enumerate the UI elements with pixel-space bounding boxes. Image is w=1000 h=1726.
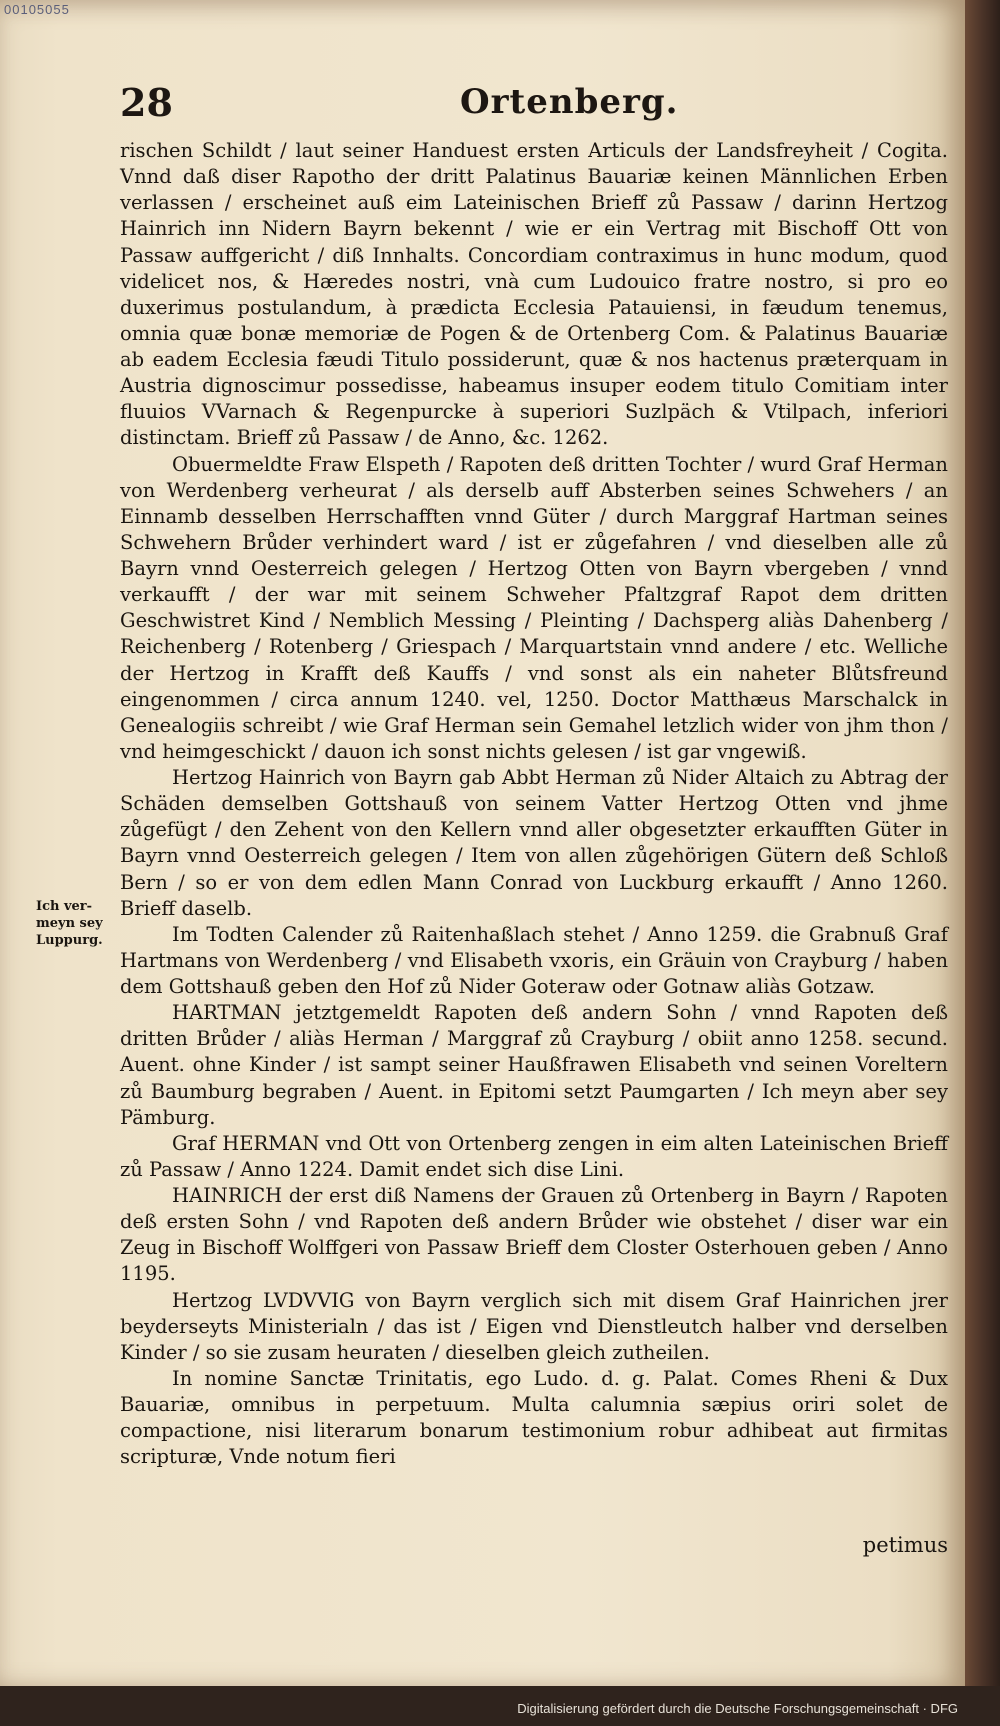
margin-note-line: Ich ver- [36, 899, 93, 914]
margin-note-line: Luppurg. [36, 933, 103, 948]
shelfmark: 00105055 [4, 2, 70, 17]
page-number: 28 [120, 80, 173, 125]
margin-note [36, 898, 118, 949]
book-spine [965, 0, 1000, 1726]
paragraph: Hertzog LVDVVIG von Bayrn verglich sich mit disem Graf Hainrichen jrer beyderseyts Ministerialn / das ist / Eigen vnd Dienstleutch halber vnd derselben Kinder / so sie zusam heuraten / dieselben gleich zutheilen. [120, 1288, 948, 1364]
paragraph: rischen Schildt / laut seiner Handuest ersten Articuls der Landsfreyheit / Cogita. Vnnd daß diser Rapotho der dritt Palatinus Bauariæ keinen Männlichen Erben verlassen / erscheinet auß eim Lateinischen Brieff zů Passaw / darinn Hertzog Hainrich inn Nidern Bayrn bekennt / wie er ein Vertrag mit Bischoff Ott von Passaw auffgericht / diß Innhalts. Concordiam contraximus in hunc modum, quod videlicet nos, & Hæredes nostri, vnà cum Ludouico fratre nostro, si pro eo duxerimus postulandum, à prædicta Ecclesia Patauiensi, in fæudum tenemus, omnia quæ bonæ memoriæ de Pogen & de Ortenberg Com. & Palatinus Bauariæ ab eadem Ecclesia fæudi Titulo possiderunt, quæ & nos hactenus præterquam in Austria dignoscimur possedisse, habeamus insuper eodem titulo Comitiam inter fluuios VVarnach & Regenpurcke à superiori Suzlpäch & Vtilpach, inferiori distinctam. Brieff zů Passaw / de Anno, &c. 1262. [120, 139, 948, 450]
paragraph: Im Todten Calender zů Raitenhaßlach stehet / Anno 1259. die Grabnuß Graf Hartmans von Werdenberg / vnd Elisabeth vxoris, ein Gräuin von Crayburg / haben dem Gottshauß geben den Hof zů Nider Goteraw oder Gotnaw aliàs Gotzaw. [120, 922, 948, 998]
margin-note-line: meyn sey [36, 916, 103, 931]
running-head: Ortenberg. [460, 82, 679, 122]
page-header [120, 80, 950, 132]
paragraph: Obuermeldte Fraw Elspeth / Rapoten deß dritten Tochter / wurd Graf Herman von Werdenberg verheurat / als derselb auff Absterben seines Schwehers / an Einnamb desselben Herrschafften vnnd Güter / durch Marggraf Hartman seines Schwehern Brůder verhindert ward / ist er zůgefahren / vnd dieselben alle zů Bayrn vnnd Oesterreich gelegen / Hertzog Otten von Bayrn vbergeben / vnnd verkaufft / der war mit seinem Schweher Pfaltzgraf Rapot dem dritten Geschwistret Kind / Nemblich Messing / Pleinting / Dachsperg aliàs Dahenberg / Reichenberg / Rotenberg / Griespach / Marquartstain vnnd andere / etc. Welliche der Hertzog in Krafft deß Kauffs / vnd sonst als ein naheter Blůtsfreund eingenommen / circa annum 1240. vel, 1250. Doctor Matthæus Marschalck in Genealogiis schreibt / wie Graf Herman sein Gemahel letzlich wider von jhm thon / vnd heimgeschickt / dauon ich sonst nichts gelesen / ist gar vngewiß. [120, 452, 948, 763]
paragraph: HARTMAN jetztgemeldt Rapoten deß andern Sohn / vnnd Rapoten deß dritten Brůder / aliàs Herman / Marggraf zů Crayburg / obiit anno 1258. secund. Auent. ohne Kinder / ist sampt seiner Haußfrawen Elisabeth vnd seinen Voreltern zů Baumburg begraben / Auent. in Epitomi setzt Paumgarten / Ich meyn aber sey Pämburg. [120, 1001, 948, 1129]
paragraph: Hertzog Hainrich von Bayrn gab Abbt Herman zů Nider Altaich zu Abtrag der Schäden demselben Gottshauß von seinem Vatter Hertzog Otten vnd jhme zůgefügt / den Zehent von den Kellern vnnd aller obgesetzter erkaufften Güter in Bayrn vnnd Oesterreich gelegen / Item von allen zůgehörigen Gütern deß Schloß Bern / so er von dem edlen Mann Conrad von Luckburg erkaufft / Anno 1260. Brieff daselb. [120, 766, 948, 920]
catchword: petimus [862, 1533, 948, 1557]
paragraph: Graf HERMAN vnd Ott von Ortenberg zengen in eim alten Lateinischen Brieff zů Passaw / Anno 1224. Damit endet sich dise Lini. [120, 1131, 948, 1181]
body-text [120, 138, 948, 1470]
paragraph: In nomine Sanctæ Trinitatis, ego Ludo. d. g. Palat. Comes Rheni & Dux Bauariæ, omnibus in perpetuum. Multa calumnia sæpius oriri solet de compactione, nisi literarum bonarum testimonium robur adhibeat aut firmitas scripturæ, Vnde notum fieri [120, 1366, 948, 1469]
paragraph: HAINRICH der erst diß Namens der Grauen zů Ortenberg in Bayrn / Rapoten deß ersten Sohn / vnd Rapoten deß andern Brůder wie obstehet / diser war ein Zeug in Bischoff Wolffgeri von Passaw Brieff dem Closter Osterhouen geben / Anno 1195. [120, 1184, 948, 1286]
digitization-credit: Digitalisierung gefördert durch die Deutsche Forschungsgemeinschaft · DFG [517, 1701, 958, 1716]
